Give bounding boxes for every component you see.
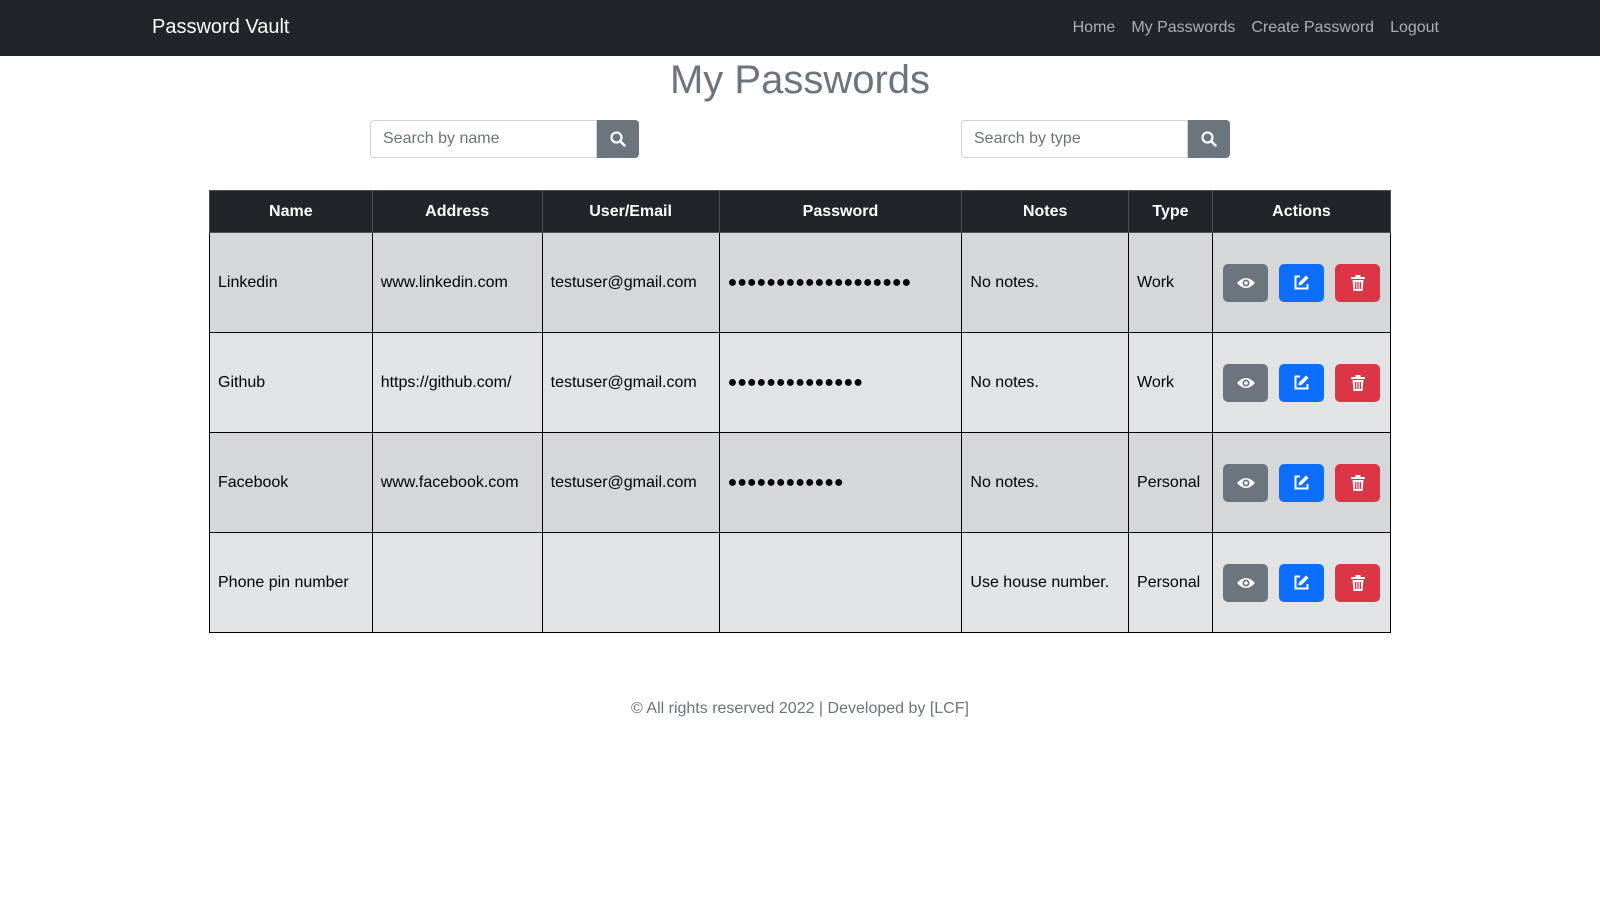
edit-icon	[1293, 474, 1310, 491]
nav-links	[1073, 19, 1439, 37]
cell-password: ●●●●●●●●●●●●	[719, 433, 962, 533]
column-header-notes: Notes	[962, 191, 1129, 233]
search-by-name-group	[370, 120, 639, 158]
search-icon	[1201, 131, 1217, 147]
eye-icon	[1236, 276, 1256, 290]
search-type-input[interactable]	[961, 120, 1188, 158]
trash-icon	[1351, 375, 1365, 391]
search-icon	[610, 131, 626, 147]
edit-button[interactable]	[1279, 464, 1324, 502]
edit-button[interactable]	[1279, 364, 1324, 402]
view-button[interactable]	[1223, 564, 1268, 602]
cell-name: Facebook	[210, 433, 373, 533]
cell-address	[372, 533, 542, 633]
view-button[interactable]	[1223, 264, 1268, 302]
delete-button[interactable]	[1335, 464, 1380, 502]
edit-icon	[1293, 274, 1310, 291]
cell-password	[719, 533, 962, 633]
table-header-row	[210, 191, 1391, 233]
cell-password: ●●●●●●●●●●●●●●	[719, 333, 962, 433]
nav-link-create-password[interactable]: Create Password	[1251, 19, 1375, 36]
cell-notes: No notes.	[962, 233, 1129, 333]
delete-button[interactable]	[1335, 564, 1380, 602]
navbar	[0, 0, 1600, 56]
table-row	[210, 433, 1391, 533]
eye-icon	[1236, 476, 1256, 490]
edit-icon	[1293, 574, 1310, 591]
table-row	[210, 233, 1391, 333]
column-header-user-email: User/Email	[542, 191, 719, 233]
delete-button[interactable]	[1335, 264, 1380, 302]
eye-icon	[1236, 576, 1256, 590]
passwords-table	[209, 190, 1391, 633]
table-row	[210, 533, 1391, 633]
cell-password: ●●●●●●●●●●●●●●●●●●●	[719, 233, 962, 333]
cell-name: Phone pin number	[210, 533, 373, 633]
cell-actions	[1213, 233, 1391, 333]
search-name-button[interactable]	[597, 120, 639, 158]
trash-icon	[1351, 575, 1365, 591]
column-header-address: Address	[372, 191, 542, 233]
cell-type: Personal	[1129, 533, 1213, 633]
cell-user-email: testuser@gmail.com	[542, 333, 719, 433]
brand-logo[interactable]: Password Vault	[152, 16, 290, 38]
cell-notes: Use house number.	[962, 533, 1129, 633]
cell-address: www.linkedin.com	[372, 233, 542, 333]
cell-address: https://github.com/	[372, 333, 542, 433]
cell-notes: No notes.	[962, 433, 1129, 533]
cell-user-email: testuser@gmail.com	[542, 233, 719, 333]
cell-name: Github	[210, 333, 373, 433]
search-by-type-group	[961, 120, 1230, 158]
cell-user-email: testuser@gmail.com	[542, 433, 719, 533]
cell-actions	[1213, 433, 1391, 533]
column-header-password: Password	[719, 191, 962, 233]
cell-notes: No notes.	[962, 333, 1129, 433]
page-title: My Passwords	[669, 58, 931, 102]
search-type-button[interactable]	[1188, 120, 1230, 158]
nav-link-home[interactable]: Home	[1072, 19, 1116, 36]
edit-icon	[1293, 374, 1310, 391]
nav-link-logout[interactable]: Logout	[1390, 19, 1439, 36]
nav-link-my-passwords[interactable]: My Passwords	[1131, 19, 1236, 36]
search-name-input[interactable]	[370, 120, 597, 158]
trash-icon	[1351, 475, 1365, 491]
delete-button[interactable]	[1335, 364, 1380, 402]
column-header-actions: Actions	[1213, 191, 1391, 233]
trash-icon	[1351, 275, 1365, 291]
cell-type: Work	[1129, 333, 1213, 433]
footer-copyright: © All rights reserved 2022 | Developed by [LCF]	[631, 700, 969, 717]
cell-type: Work	[1129, 233, 1213, 333]
view-button[interactable]	[1223, 364, 1268, 402]
cell-name: Linkedin	[210, 233, 373, 333]
cell-address: www.facebook.com	[372, 433, 542, 533]
column-header-name: Name	[210, 191, 373, 233]
edit-button[interactable]	[1279, 564, 1324, 602]
column-header-type: Type	[1129, 191, 1213, 233]
edit-button[interactable]	[1279, 264, 1324, 302]
eye-icon	[1236, 376, 1256, 390]
table-row	[210, 333, 1391, 433]
cell-actions	[1213, 533, 1391, 633]
cell-type: Personal	[1129, 433, 1213, 533]
cell-actions	[1213, 333, 1391, 433]
view-button[interactable]	[1223, 464, 1268, 502]
cell-user-email	[542, 533, 719, 633]
